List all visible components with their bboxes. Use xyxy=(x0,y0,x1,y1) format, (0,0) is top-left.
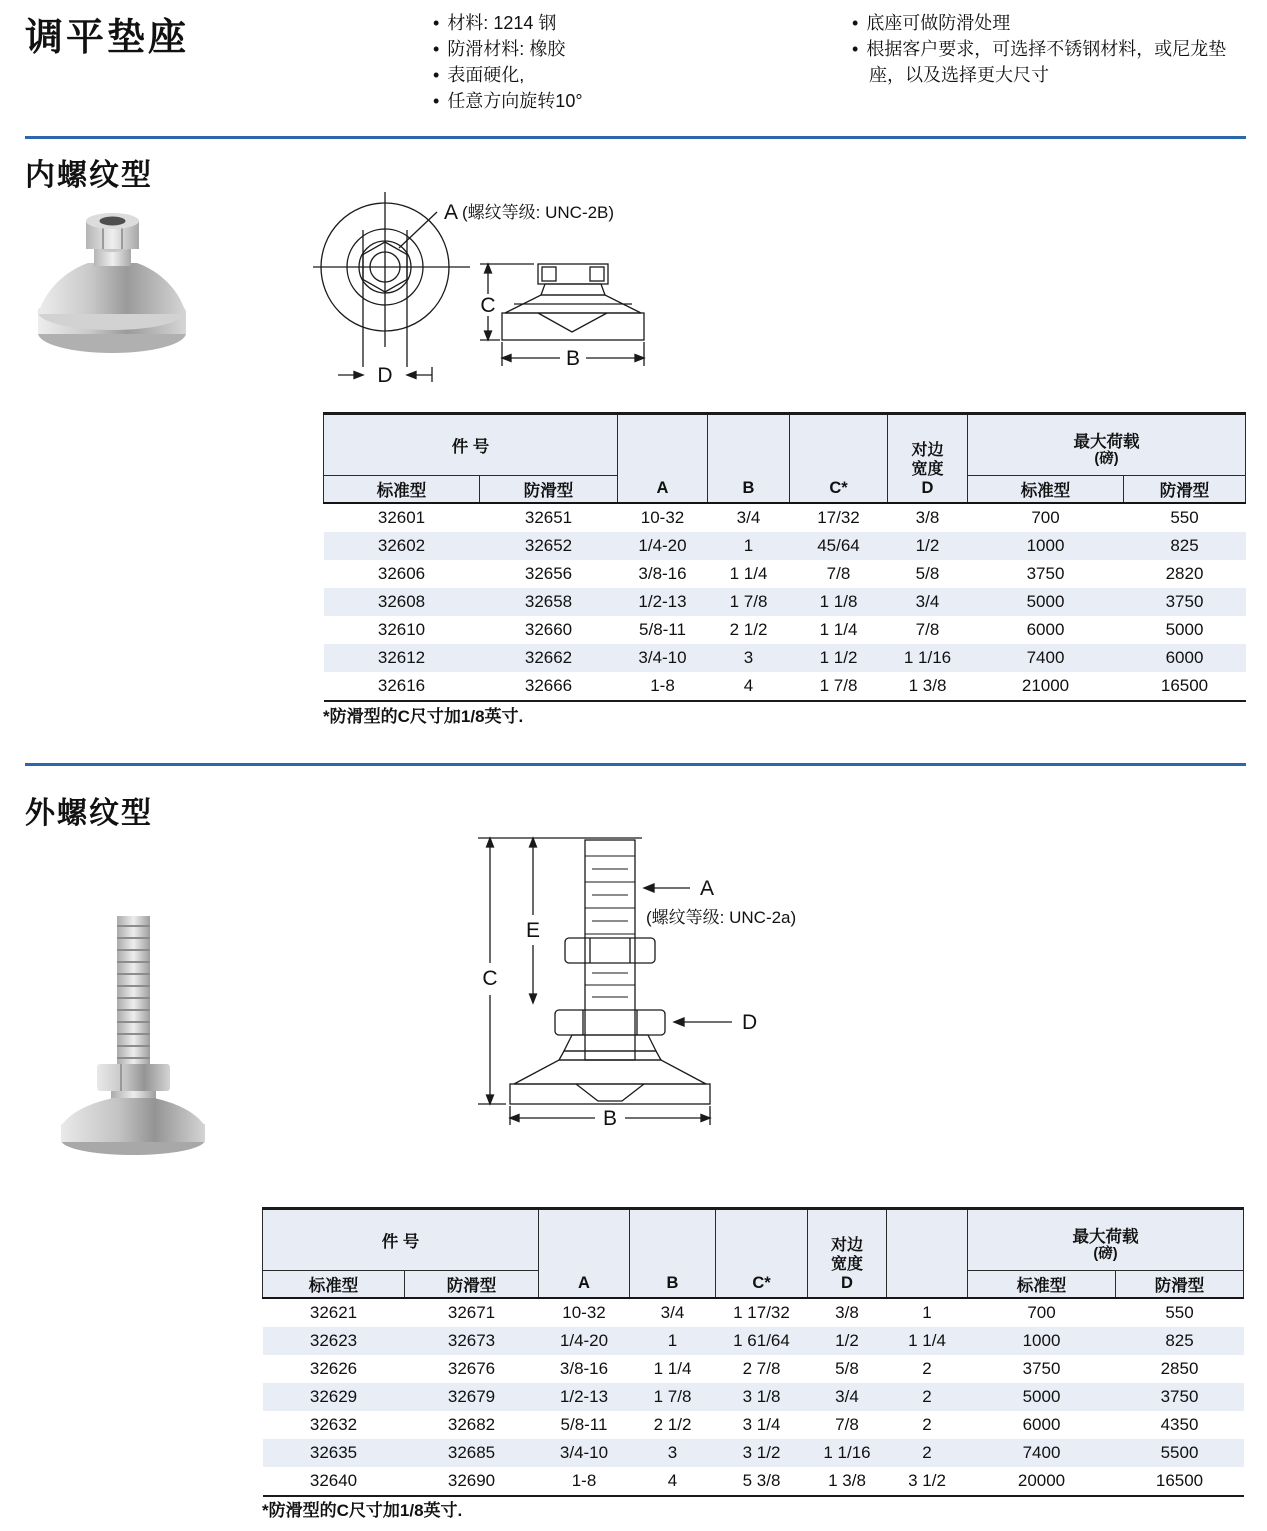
table-cell: 20000 xyxy=(1017,1470,1066,1490)
product-photo-internal-thread xyxy=(25,208,200,363)
col-group-max-load xyxy=(968,1209,1244,1271)
col-group-part-number: 件 号 xyxy=(263,1209,539,1271)
max-load-title: 最大荷载 xyxy=(1072,1227,1139,1246)
table-row xyxy=(324,560,1246,588)
table-cell: 10-32 xyxy=(640,507,685,527)
table-cell: 32685 xyxy=(447,1442,496,1462)
table-cell: 17/32 xyxy=(817,507,860,527)
table-cell: 5500 xyxy=(1160,1442,1199,1462)
table-cell: 5/8 xyxy=(915,563,940,583)
table-cell: 3/8 xyxy=(915,507,940,527)
feature-item: • 根据客户要求，可选择不锈钢材料，或尼龙垫座，以及选择更大尺寸 xyxy=(852,36,1252,88)
col-header-d xyxy=(888,414,968,503)
table-cell: 1 1/4 xyxy=(908,1330,946,1350)
table-cell: 32690 xyxy=(447,1470,496,1490)
table-cell: 6000 xyxy=(1022,1414,1061,1434)
table-cell: 32660 xyxy=(524,619,573,639)
table-cell: 21000 xyxy=(1021,675,1070,695)
col-header-d-letter: D xyxy=(841,1273,853,1292)
table-cell: 32658 xyxy=(524,591,573,611)
table-row xyxy=(263,1383,1244,1411)
table-cell: 1 xyxy=(743,535,754,555)
table-cell: 1/4-20 xyxy=(638,535,687,555)
table-cell: 32676 xyxy=(447,1358,496,1378)
section-heading-external: 外螺纹型 xyxy=(25,797,153,830)
table-cell: 32652 xyxy=(524,535,573,555)
subheader-antislip: 防滑型 xyxy=(405,1271,539,1298)
table-cell: 1 1/16 xyxy=(823,1442,871,1462)
table-cell: 1-8 xyxy=(650,675,675,695)
table-cell: 3/8 xyxy=(835,1302,859,1322)
table-cell: 1-8 xyxy=(571,1470,597,1490)
table-cell: 4 xyxy=(743,675,754,695)
feature-list-left xyxy=(433,10,763,114)
table-cell: 32601 xyxy=(377,507,426,527)
table-cell: 3/4 xyxy=(835,1386,859,1406)
col-header-d-caption: 对边宽度 xyxy=(911,441,944,478)
table-cell: 1 1/16 xyxy=(903,647,952,667)
col-header-b: B xyxy=(630,1209,716,1298)
product-photo-external-thread xyxy=(45,912,220,1157)
col-group-max-load xyxy=(968,414,1246,476)
col-header-a: A xyxy=(539,1209,630,1298)
table-cell: 6000 xyxy=(1026,619,1065,639)
table-cell: 32656 xyxy=(524,563,573,583)
table-row xyxy=(324,672,1246,701)
table-cell: 32606 xyxy=(377,563,426,583)
table-footnote-internal: *防滑型的C尺寸加1/8英寸. xyxy=(323,707,524,726)
dim-label-e: E xyxy=(525,919,541,942)
subheader-load-standard: 标准型 xyxy=(968,476,1124,503)
table-cell: 1000 xyxy=(1022,1330,1061,1350)
table-row xyxy=(263,1439,1244,1467)
table-cell: 3/4-10 xyxy=(638,647,687,667)
table-cell: 32679 xyxy=(447,1386,496,1406)
table-cell: 32610 xyxy=(377,619,426,639)
table-cell: 1 1/4 xyxy=(653,1358,692,1378)
col-header-c: C* xyxy=(716,1209,808,1298)
max-load-unit: (磅) xyxy=(1093,1245,1118,1262)
table-row xyxy=(324,588,1246,616)
dim-label-c: C xyxy=(482,967,498,990)
table-cell: 3750 xyxy=(1026,563,1065,583)
table-cell: 1/2-13 xyxy=(559,1386,609,1406)
table-cell: 3/4-10 xyxy=(559,1442,609,1462)
table-row xyxy=(263,1355,1244,1383)
table-cell: 1/2 xyxy=(835,1330,859,1350)
table-cell: 1/2 xyxy=(915,535,940,555)
feature-item: • 任意方向旋转10° xyxy=(433,88,763,114)
table-cell: 32621 xyxy=(309,1302,358,1322)
spec-table-external-thread xyxy=(262,1207,1244,1497)
table-cell: 32682 xyxy=(447,1414,496,1434)
dim-label-a: A xyxy=(444,201,459,224)
table-cell: 1 1/8 xyxy=(819,591,858,611)
table-cell: 32635 xyxy=(309,1442,358,1462)
dim-label-a: A xyxy=(700,877,715,900)
table-cell: 16500 xyxy=(1160,675,1209,695)
dim-label-d: D xyxy=(742,1011,758,1034)
table-cell: 3 xyxy=(667,1442,678,1462)
table-cell: 825 xyxy=(1170,535,1199,555)
col-header-d xyxy=(808,1209,887,1298)
table-cell: 6000 xyxy=(1165,647,1204,667)
table-cell: 32623 xyxy=(309,1330,358,1350)
table-cell: 1 xyxy=(667,1330,678,1350)
table-row xyxy=(263,1327,1244,1355)
col-header-a: A xyxy=(618,414,708,503)
feature-item: • 底座可做防滑处理 xyxy=(852,10,1252,36)
table-cell: 1 17/32 xyxy=(733,1302,790,1322)
table-cell: 32626 xyxy=(309,1358,358,1378)
table-cell: 32612 xyxy=(377,647,426,667)
table-cell: 7400 xyxy=(1022,1442,1061,1462)
table-cell: 1 7/8 xyxy=(729,591,768,611)
table-cell: 3 1/4 xyxy=(742,1414,781,1434)
table-cell: 3750 xyxy=(1022,1358,1061,1378)
table-cell: 32616 xyxy=(377,675,426,695)
table-cell: 1/4-20 xyxy=(559,1330,609,1350)
col-header-b: B xyxy=(708,414,790,503)
feature-item: • 表面硬化, xyxy=(433,62,763,88)
table-row xyxy=(263,1298,1244,1327)
table-cell: 32602 xyxy=(377,535,426,555)
section-divider-rule xyxy=(25,763,1246,766)
table-cell: 7/8 xyxy=(835,1414,859,1434)
dim-label-b: B xyxy=(565,347,581,370)
table-cell: 5000 xyxy=(1022,1386,1061,1406)
feature-item: • 防滑材料: 橡胶 xyxy=(433,36,763,62)
table-cell: 5/8 xyxy=(835,1358,859,1378)
table-cell: 1/2-13 xyxy=(638,591,687,611)
table-cell: 2820 xyxy=(1165,563,1204,583)
table-row xyxy=(263,1411,1244,1439)
max-load-title: 最大荷载 xyxy=(1073,432,1140,451)
table-cell: 5 3/8 xyxy=(742,1470,781,1490)
table-cell: 700 xyxy=(1031,507,1060,527)
max-load-unit: (磅) xyxy=(1094,450,1119,467)
table-cell: 1 xyxy=(922,1302,932,1322)
feature-list-right xyxy=(852,10,1252,88)
subheader-standard: 标准型 xyxy=(324,476,480,503)
table-cell: 32629 xyxy=(309,1386,358,1406)
subheader-load-antislip: 防滑型 xyxy=(1116,1271,1244,1298)
table-cell: 1 3/8 xyxy=(908,675,947,695)
table-row xyxy=(324,532,1246,560)
table-cell: 3750 xyxy=(1165,591,1204,611)
table-cell: 2 7/8 xyxy=(742,1358,781,1378)
table-cell: 32632 xyxy=(309,1414,358,1434)
table-cell: 32673 xyxy=(447,1330,496,1350)
table-row xyxy=(324,644,1246,672)
col-header-c: C* xyxy=(790,414,888,503)
table-cell: 3/8-16 xyxy=(638,563,687,583)
technical-drawing-internal-thread xyxy=(300,182,690,412)
table-cell: 700 xyxy=(1027,1302,1056,1322)
col-header-d-caption: 对边宽度 xyxy=(830,1236,863,1273)
table-cell: 1000 xyxy=(1026,535,1065,555)
table-cell: 5000 xyxy=(1026,591,1065,611)
col-group-part-number: 件 号 xyxy=(324,414,618,476)
table-cell: 1 7/8 xyxy=(653,1386,692,1406)
table-cell: 2 1/2 xyxy=(653,1414,692,1434)
table-cell: 550 xyxy=(1165,1302,1194,1322)
table-cell: 3 xyxy=(743,647,754,667)
table-cell: 2 xyxy=(922,1414,932,1434)
table-cell: 32671 xyxy=(447,1302,496,1322)
subheader-standard: 标准型 xyxy=(263,1271,405,1298)
technical-drawing-external-thread xyxy=(450,813,835,1168)
table-cell: 1 7/8 xyxy=(819,675,858,695)
table-cell: 4 xyxy=(667,1470,678,1490)
table-footnote-external: *防滑型的C尺寸加1/8英寸. xyxy=(262,1501,463,1520)
table-cell: 1 1/2 xyxy=(819,647,858,667)
table-cell: 32651 xyxy=(524,507,573,527)
table-cell: 3 1/2 xyxy=(908,1470,946,1490)
table-cell: 2 1/2 xyxy=(729,619,768,639)
thread-class-note: (螺纹等级: UNC-2B) xyxy=(462,203,615,222)
table-cell: 16500 xyxy=(1155,1470,1204,1490)
page-title: 调平垫座 xyxy=(25,17,190,59)
thread-class-note: (螺纹等级: UNC-2a) xyxy=(646,908,797,927)
table-cell: 5/8-11 xyxy=(560,1414,608,1434)
table-cell: 3 1/8 xyxy=(742,1386,781,1406)
col-header-d-letter: D xyxy=(921,478,934,497)
table-cell: 3 1/2 xyxy=(742,1442,781,1462)
table-cell: 1 1/4 xyxy=(729,563,768,583)
table-cell: 2 xyxy=(922,1442,932,1462)
table-cell: 550 xyxy=(1170,507,1199,527)
table-cell: 1 61/64 xyxy=(733,1330,790,1350)
table-cell: 7/8 xyxy=(826,563,851,583)
table-cell: 3/4 xyxy=(660,1302,685,1322)
col-header-e-blank xyxy=(887,1209,968,1298)
section-heading-internal: 内螺纹型 xyxy=(25,159,153,192)
table-cell: 3/4 xyxy=(915,591,940,611)
dim-label-d: D xyxy=(377,364,393,387)
table-cell: 3/8-16 xyxy=(559,1358,609,1378)
table-cell: 3/4 xyxy=(736,507,761,527)
section-divider-rule xyxy=(25,136,1246,139)
table-row xyxy=(324,503,1246,532)
table-cell: 2850 xyxy=(1160,1358,1199,1378)
table-cell: 2 xyxy=(922,1386,932,1406)
feature-item: • 材料: 1214 钢 xyxy=(433,10,763,36)
table-cell: 10-32 xyxy=(562,1302,606,1322)
subheader-antislip: 防滑型 xyxy=(480,476,618,503)
dim-label-c: C xyxy=(480,294,496,317)
table-cell: 45/64 xyxy=(817,535,860,555)
subheader-load-standard: 标准型 xyxy=(968,1271,1116,1298)
dim-label-b: B xyxy=(602,1107,618,1130)
table-cell: 3750 xyxy=(1160,1386,1199,1406)
table-cell: 32666 xyxy=(524,675,573,695)
table-cell: 32640 xyxy=(309,1470,358,1490)
table-cell: 32662 xyxy=(524,647,573,667)
spec-table-internal-thread xyxy=(323,412,1246,702)
table-cell: 4350 xyxy=(1160,1414,1199,1434)
table-cell: 5000 xyxy=(1165,619,1204,639)
table-row xyxy=(324,616,1246,644)
table-cell: 825 xyxy=(1165,1330,1194,1350)
table-cell: 5/8-11 xyxy=(639,619,686,639)
subheader-load-antislip: 防滑型 xyxy=(1124,476,1246,503)
table-cell: 1 1/4 xyxy=(819,619,858,639)
table-row xyxy=(263,1467,1244,1496)
table-cell: 2 xyxy=(922,1358,932,1378)
table-cell: 7400 xyxy=(1026,647,1065,667)
table-cell: 1 3/8 xyxy=(828,1470,866,1490)
table-cell: 7/8 xyxy=(915,619,940,639)
table-cell: 32608 xyxy=(377,591,426,611)
